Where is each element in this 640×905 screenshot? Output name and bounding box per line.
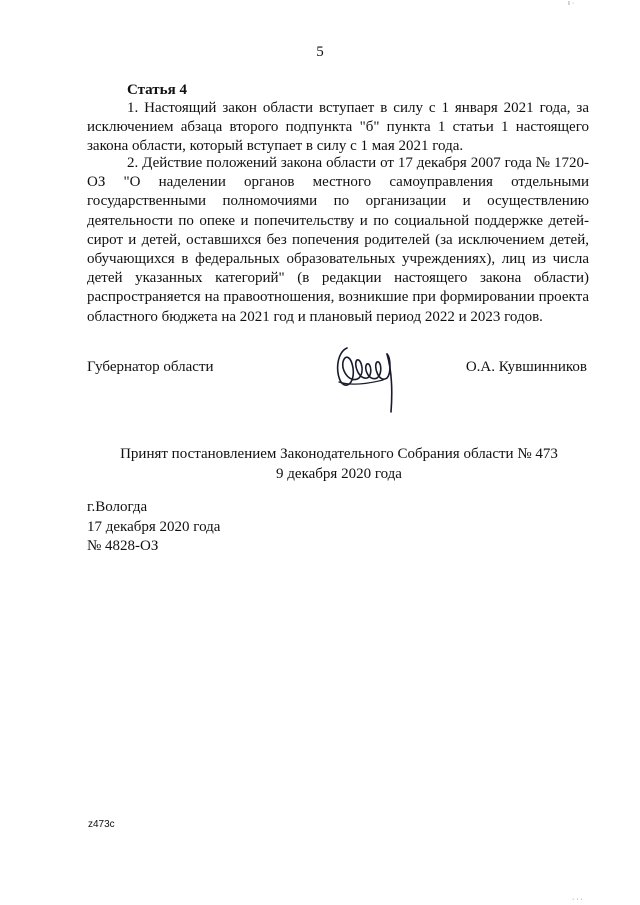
- handwritten-signature: [333, 338, 405, 414]
- adoption-statement: [0, 445, 640, 484]
- law-number: № 4828-ОЗ: [87, 538, 159, 554]
- city: г.Вологда: [87, 499, 148, 515]
- governor-name: О.А. Кувшинников: [465, 359, 587, 375]
- governor-title: Губернатор области: [87, 359, 214, 375]
- document-code: z473c: [88, 819, 115, 830]
- article-heading: Статья 4: [127, 82, 187, 98]
- adoption-line-2: 9 декабря 2020 года: [276, 465, 402, 482]
- place-and-date: [87, 498, 220, 557]
- bottom-corner-mark: · · ·: [572, 896, 583, 903]
- article-paragraph-2: 2. Действие положений закона области от 17 декабря 2007 года № 1720-ОЗ "О наделении органов местного самоуправления отдельными государственными полномочиями по организации и осуществлению деятельности по опеке и попечительству и по социальной поддержке детей-сирот и детей, оставшихся без попечения родителей (за исключением детей, обучающихся в федеральных образовательных учреждениях), лиц из числа детей указанных категорий" (в редакции настоящего закона области) распространяется на правоотношения, возникшие при формировании проекта областного бюджета на 2021 год и плановый период 2022 и 2023 годов.: [87, 155, 589, 325]
- law-date: 17 декабря 2020 года: [87, 518, 221, 535]
- adoption-line-1: Принят постановлением Законодательного Собрания области № 473: [120, 446, 558, 462]
- page-number: 5: [316, 44, 324, 60]
- top-corner-mark: ı ·: [568, 0, 575, 7]
- article-paragraph-1: 1. Настоящий закон области вступает в силу с 1 января 2021 года, за исключением абзаца второго подпункта "б" пункта 1 статьи 1 настоящего закона области, который вступает в силу с 1 мая 2021 года.: [87, 100, 589, 155]
